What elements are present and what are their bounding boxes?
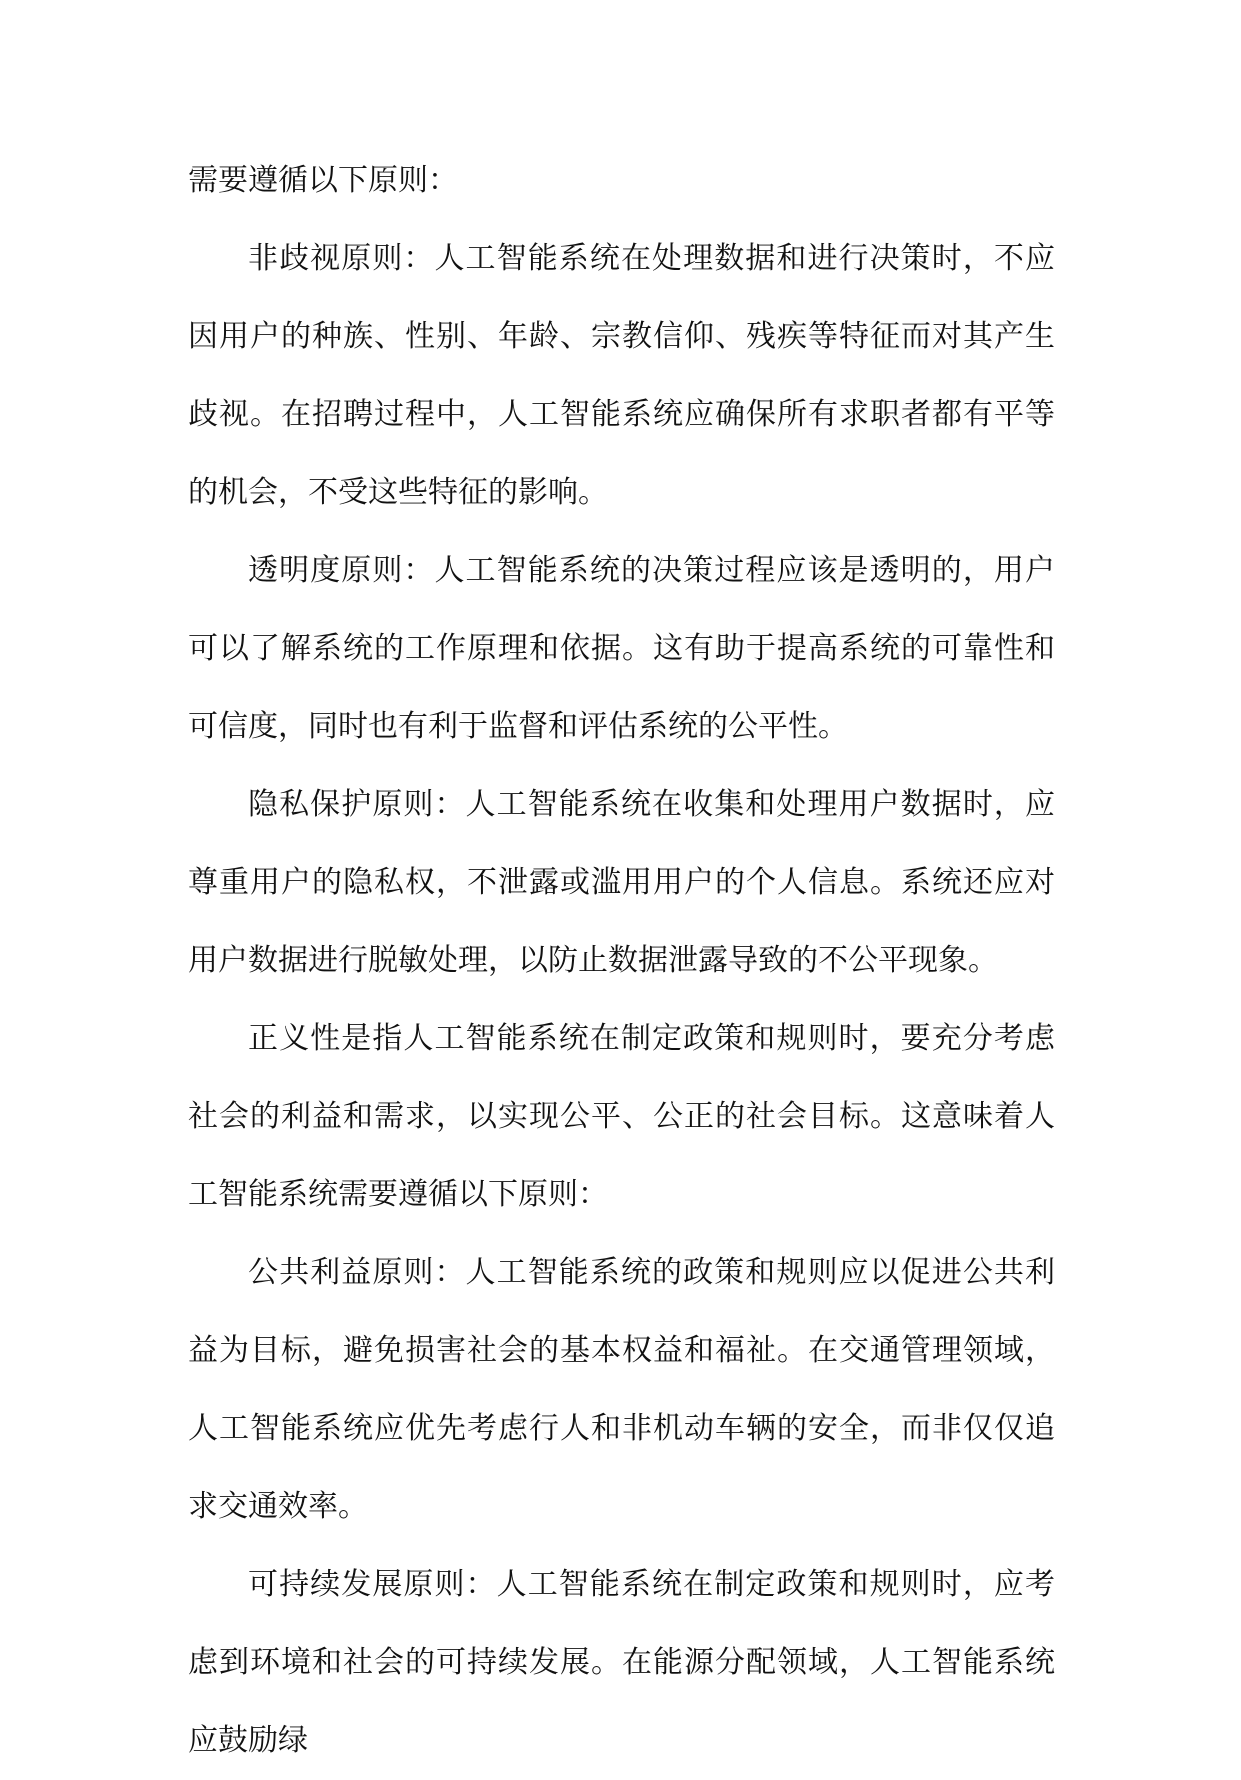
paragraph-privacy: 隐私保护原则：人工智能系统在收集和处理用户数据时，应尊重用户的隐私权，不泄露或滥用用户的个人信息。系统还应对用户数据进行脱敏处理，以防止数据泄露导致的不公平现象。 xyxy=(188,787,1055,978)
body-text xyxy=(188,142,1055,1780)
paragraph-continuation: 需要遵循以下原则： xyxy=(188,163,458,198)
paragraph-non-discrimination: 非歧视原则：人工智能系统在处理数据和进行决策时，不应因用户的种族、性别、年龄、宗教信仰、残疾等特征而对其产生歧视。在招聘过程中，人工智能系统应确保所有求职者都有平等的机会，不受这些特征的影响。 xyxy=(188,241,1055,510)
paragraph-sustainability: 可持续发展原则：人工智能系统在制定政策和规则时，应考虑到环境和社会的可持续发展。在能源分配领域，人工智能系统应鼓励绿 xyxy=(188,1567,1055,1758)
paragraph-transparency: 透明度原则：人工智能系统的决策过程应该是透明的，用户可以了解系统的工作原理和依据。这有助于提高系统的可靠性和可信度，同时也有利于监督和评估系统的公平性。 xyxy=(188,553,1055,744)
paragraph-public-interest: 公共利益原则：人工智能系统的政策和规则应以促进公共利益为目标，避免损害社会的基本权益和福祉。在交通管理领域，人工智能系统应优先考虑行人和非机动车辆的安全，而非仅仅追求交通效率。 xyxy=(188,1255,1055,1524)
paragraph-justice: 正义性是指人工智能系统在制定政策和规则时，要充分考虑社会的利益和需求，以实现公平、公正的社会目标。这意味着人工智能系统需要遵循以下原则： xyxy=(188,1021,1055,1212)
